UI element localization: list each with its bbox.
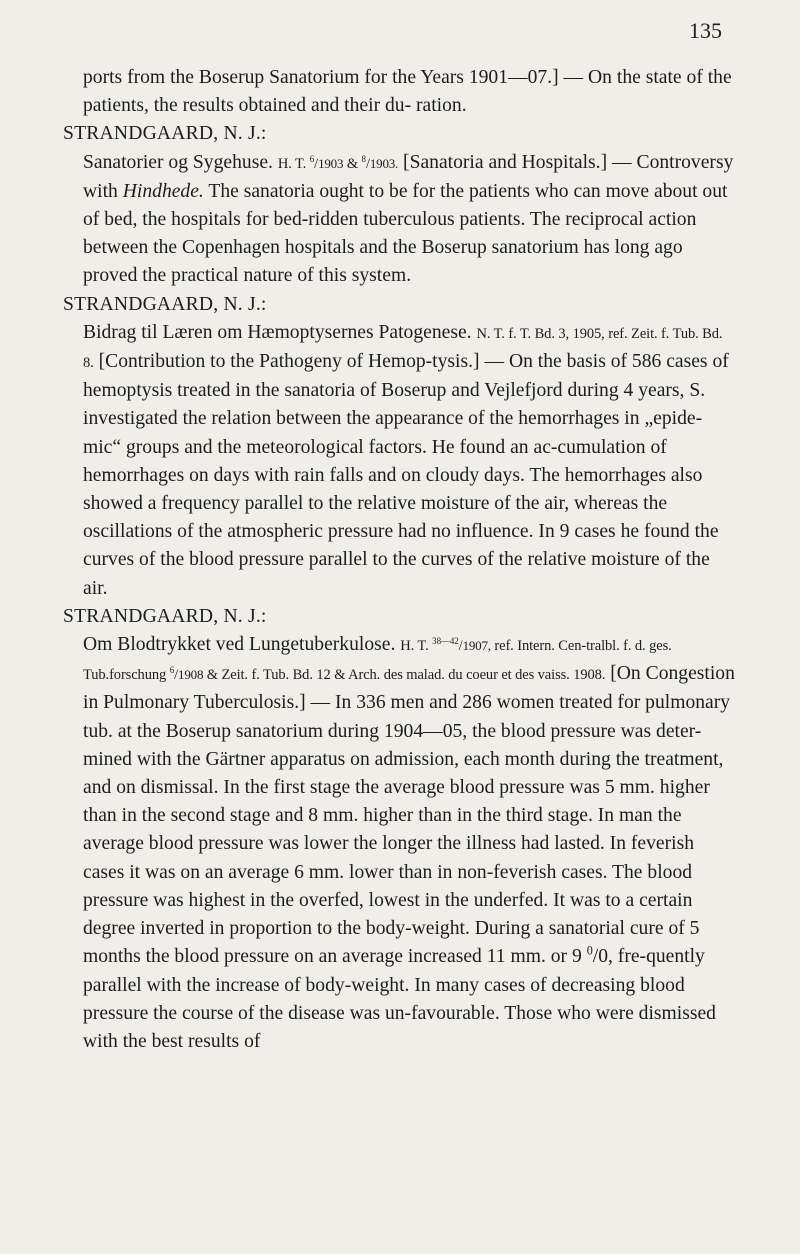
entry-translation: [On Congestion in Pulmonary Tuberculosis.] [83, 663, 735, 714]
entry-author: STRANDGAARD, N. J.: [63, 123, 267, 145]
entry-summary: — In 336 men and 286 women treated for pulmonary tub. at the Boserup sanatorium during 1904—05, the blood pressure was deter-mined with the Gärtner apparatus on admission, each month during the treatment, and on dismissal. In the first stage the average blood pressure was 5 mm. higher than in the second stage and 8 mm. higher than in the third stage. In man the average blood pressure was lower the longer the illness had lasted. In feverish cases it was on an average 6 mm. lower than in non-feverish cases. The blood pressure was highest in the overfed, lowest in the underfed. It was to a certain degree inverted in proportion to the body-weight. During a sanatorial cure of 5 months the blood pressure on an average increased 11 mm. or 9 $^0$/0, fre-quently parallel with the increase of body-weight. In many cases of decreasing blood pressure the course of the disease was un-favourable. Those who were dismissed with the best results of [83, 692, 731, 1052]
entry-title: Om Blodtrykket ved Lungetuberkulose. [83, 634, 396, 656]
text-line: ports from the Boserup Sanatorium for the Years 1901—07.] — [83, 67, 584, 88]
body-text [63, 64, 735, 1056]
entry-reference: N. T. f. T. Bd. 3, 1905, ref. Zeit. f. Tub. Bd. 8. [83, 325, 723, 372]
entry-author: STRANDGAARD, N. J.: [63, 605, 267, 627]
text-line: On the state of the patients, the results obtained and their du- [83, 67, 732, 117]
page-number: 135 [689, 18, 722, 43]
entry-summary: — Controversy with Hindhede. The sanatoria ought to be for the patients who can move about out of bed, the hospitals for bed-ridden tuberculous patients. The reciprocal action between the Copenhagen hospitals and the Boserup sanatorium has long ago proved the practical nature of this system. [83, 151, 734, 287]
entry-summary: — On the basis of 586 cases of hemoptysis treated in the sanatoria of Boserup and Vejlefjord during 4 years, S. investigated the relation between the appearance of the hemorrhages in „epide-mic“ groups and the meteorological factors. He found an ac-cumulation of hemorrhages on days with rain falls and on cloudy days. The hemorrhages also showed a frequency parallel to the relative moisture of the air, whereas the oscillations of the atmospheric pressure had no influence. In 9 cases he found the curves of the blood pressure parallel to the curves of the relative moisture of the air. [83, 351, 729, 599]
entry-title: Sanatorier og Sygehuse. [83, 151, 273, 173]
bibliography-entry [63, 319, 735, 603]
text-line: ration. [416, 95, 467, 117]
bibliography-entry [63, 149, 735, 291]
entry-translation: [Contribution to the Pathogeny of Hemop-tysis.] [98, 351, 480, 373]
entry-reference: H. T. $^6$/1903 & $^8$/1903. [277, 153, 399, 172]
entry-translation: [Sanatoria and Hospitals.] [403, 151, 608, 173]
continued-text [63, 64, 735, 120]
entry-author: STRANDGAARD, N. J.: [63, 293, 267, 315]
entry-title: Bidrag til Læren om Hæmoptysernes Patogenese. [83, 321, 472, 343]
bibliography-entry [63, 631, 735, 1056]
entry-reference: H. T. $^{38—42}$/1907, ref. Intern. Cen-tralbl. f. d. ges. Tub.forschung $^6$/1908 & Zeit. f. Tub. Bd. 12 & Arch. des malad. du coeur et des vaiss. 1908. [83, 636, 672, 684]
